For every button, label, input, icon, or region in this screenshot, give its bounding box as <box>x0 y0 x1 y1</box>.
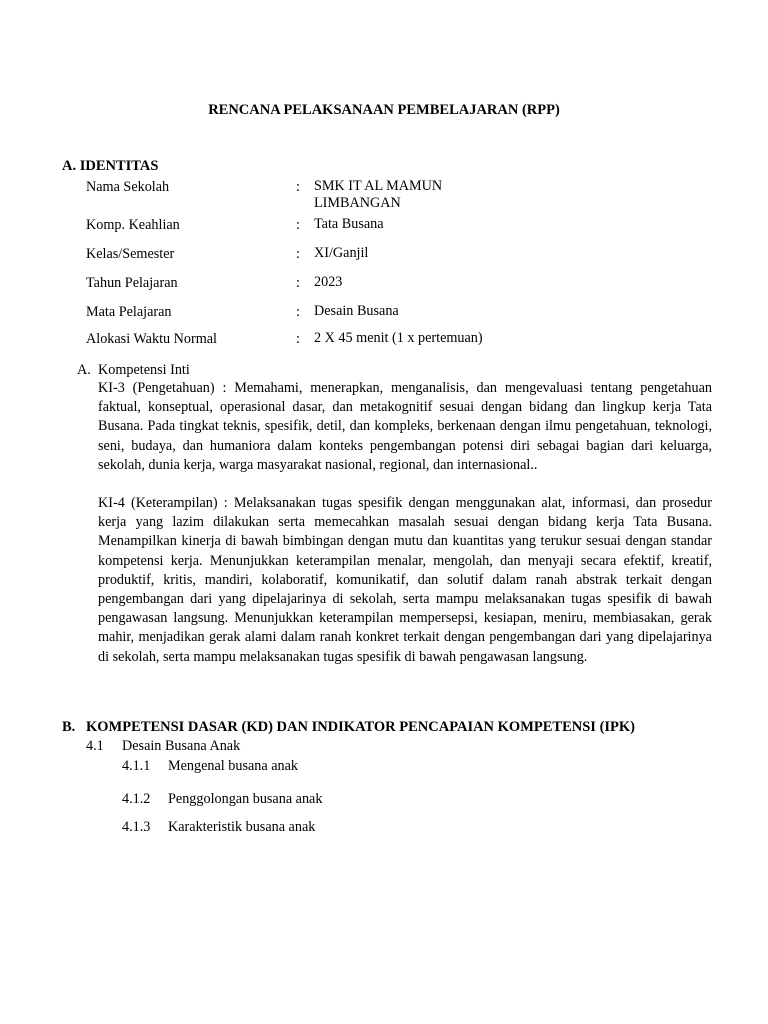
document-title: RENCANA PELAKSANAAN PEMBELAJARAN (RPP) <box>208 102 560 118</box>
kd-number: 4.1 <box>86 738 104 754</box>
identity-row-subject <box>0 303 768 323</box>
identity-label: Alokasi Waktu Normal <box>86 331 217 347</box>
kompetensi-inti-heading: Kompetensi Inti <box>98 362 190 378</box>
identity-row-school <box>0 178 768 218</box>
identity-value: Desain Busana <box>314 303 399 319</box>
section-b-heading: KOMPETENSI DASAR (KD) DAN INDIKATOR PENCAPAIAN KOMPETENSI (IPK) <box>86 719 636 735</box>
identity-value: SMK IT AL MAMUN LIMBANGAN <box>314 178 443 211</box>
ki3-paragraph: KI-3 (Pengetahuan) : Memahami, menerapkan, menganalisis, dan mengevaluasi tentang pengetahuan faktual, konseptual, operasional dasar, dan metakognitif sesuai dengan bidang dan lingkup kerja Tata Busana. Pada tingkat teknis, spesifik, detil, dan kompleks, berkenaan dengan ilmu pengetahuan, teknologi, seni, budaya, dan humaniora dalam konteks pengembangan potensi diri sebagai bagian dari keluarga, sekolah, dunia kerja, warga masyarakat nasional, regional, dan internasional.. <box>98 380 712 473</box>
identity-value: 2 X 45 menit (1 x pertemuan) <box>314 330 483 346</box>
section-a-heading: A. IDENTITAS <box>62 158 159 174</box>
identity-colon: : <box>296 304 300 320</box>
kompetensi-inti-marker: A. <box>77 362 91 378</box>
identity-label: Tahun Pelajaran <box>86 275 178 291</box>
identity-value: 2023 <box>314 274 343 290</box>
indicator-label: Karakteristik busana anak <box>168 819 316 835</box>
identity-label: Kelas/Semester <box>86 246 175 262</box>
identity-label: Komp. Keahlian <box>86 217 180 233</box>
identity-row-class <box>0 245 768 265</box>
identity-row-expertise <box>0 216 768 236</box>
identity-value: XI/Ganjil <box>314 245 369 261</box>
identity-label: Nama Sekolah <box>86 179 170 195</box>
identity-colon: : <box>296 246 300 262</box>
identity-label: Mata Pelajaran <box>86 304 172 320</box>
indicator-label: Penggolongan busana anak <box>168 791 323 807</box>
identity-row-time <box>0 330 768 350</box>
indicator-number: 4.1.2 <box>122 791 151 807</box>
identity-colon: : <box>296 217 300 233</box>
identity-value: Tata Busana <box>314 216 384 232</box>
identity-row-year <box>0 274 768 294</box>
identity-colon: : <box>296 331 300 347</box>
kd-label: Desain Busana Anak <box>122 738 241 754</box>
identity-colon: : <box>296 275 300 291</box>
ki4-paragraph: KI-4 (Keterampilan) : Melaksanakan tugas spesifik dengan menggunakan alat, informasi, dan prosedur kerja yang lazim dilakukan serta memecahkan masalah sesuai dengan bidang kerja Tata Busana. Menampilkan kinerja di bawah bimbingan dengan mutu dan kuantitas yang terukur sesuai dengan standar kompetensi kerja. Menunjukkan keterampilan menalar, mengolah, dan menyaji secara efektif, kreatif, produktif, kritis, mandiri, kolaboratif, komunikatif, dan solutif dalam ranah abstrak terkait dengan pengembangan dari yang dipelajarinya di sekolah, serta mampu melaksanakan tugas spesifik di bawah pengawasan langsung. Menunjukkan keterampilan mempersepsi, kesiapan, meniru, membiasakan, gerak mahir, menjadikan gerak alami dalam ranah konkret terkait dengan pengembangan dari yang dipelajarinya di sekolah, serta mampu melaksanakan tugas spesifik di bawah pengawasan langsung. <box>98 495 712 665</box>
indicator-number: 4.1.1 <box>122 758 151 774</box>
section-b-marker: B. <box>62 719 76 735</box>
indicator-number: 4.1.3 <box>122 819 151 835</box>
indicator-label: Mengenal busana anak <box>168 758 299 774</box>
identity-colon: : <box>296 179 300 195</box>
